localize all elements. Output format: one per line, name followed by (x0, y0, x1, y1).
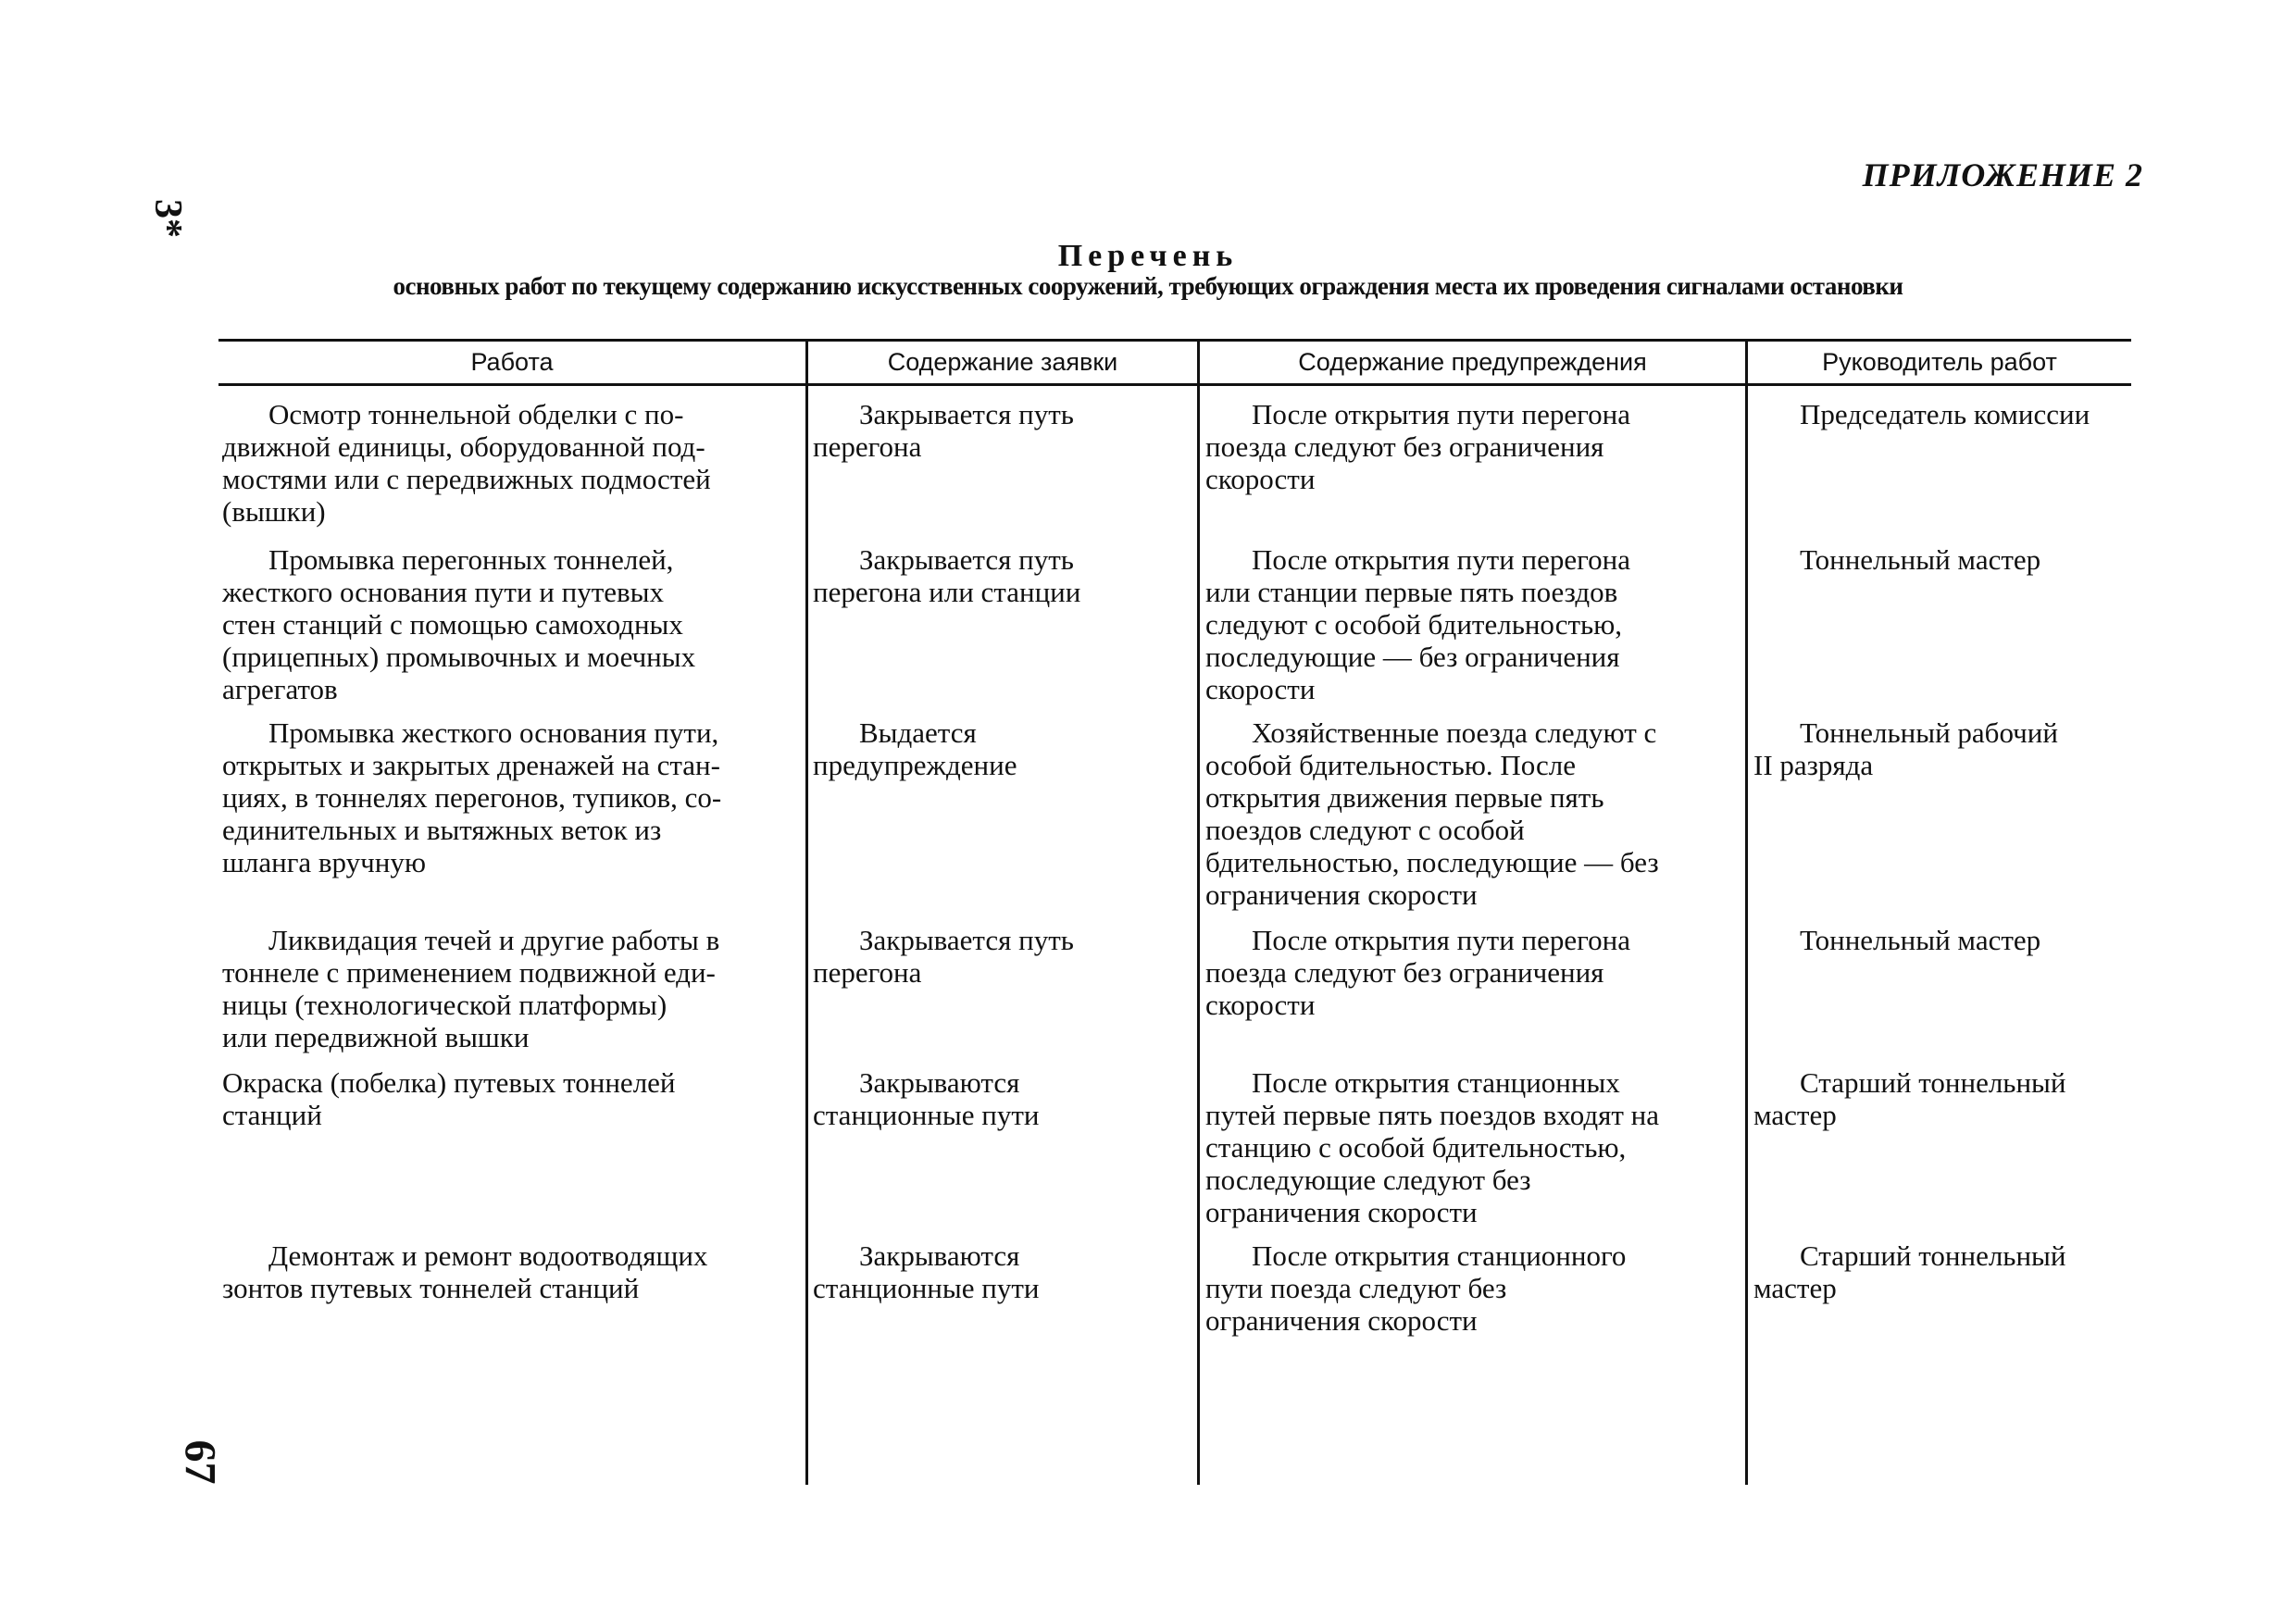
header-warning: Содержание предупреждения (1298, 348, 1647, 376)
cell-request: Закрываются станционные пути (813, 1066, 1040, 1131)
cell-request: Закрывается путь перегона (813, 398, 1074, 463)
document-subtitle: основных работ по текущему содержанию искусственных сооружений, требующих ограждения места их проведения сигналами остановки (393, 272, 1903, 300)
cell-work: Ликвидация течей и другие работы в тоннеле с применением подвижной еди- ницы (технологической платформы) или передвижной вышки (222, 924, 720, 1053)
appendix-label: ПРИЛОЖЕНИЕ 2 (1862, 156, 2143, 193)
column-divider (805, 339, 808, 1485)
cell-request: Закрывается путь перегона или станции (813, 543, 1081, 608)
cell-work: Промывка жесткого основания пути, открытых и закрытых дренажей на стан- циях, в тоннелях перегонов, тупиков, со- единительных и вытяжных веток из шланга вручную (222, 716, 722, 878)
cell-warning: После открытия станционного пути поезда следуют без ограничения скорости (1205, 1239, 1627, 1337)
header-work: Работа (470, 348, 554, 376)
column-divider (1197, 339, 1200, 1485)
cell-work: Промывка перегонных тоннелей, жесткого основания пути и путевых стен станций с помощью самоходных (прицепных) промывочных и моечных агрегатов (222, 543, 696, 705)
table-top-rule (218, 339, 2131, 342)
cell-manager: Тоннельный рабочий II разряда (1753, 716, 2058, 781)
cell-warning: После открытия пути перегона поезда следуют без ограничения скорости (1205, 398, 1630, 495)
cell-request: Закрывается путь перегона (813, 924, 1074, 989)
header-manager: Руководитель работ (1822, 348, 2057, 376)
document-title: Перечень (1057, 239, 1239, 273)
cell-manager: Тоннельный мастер (1800, 543, 2041, 576)
cell-manager: Старший тоннельный мастер (1753, 1239, 2066, 1304)
cell-warning: После открытия станционных путей первые пять поездов входят на станцию с особой бдительностью, последующие следуют без ограничения скорости (1205, 1066, 1660, 1228)
cell-warning: После открытия пути перегона поезда следуют без ограничения скорости (1205, 924, 1630, 1021)
cell-warning: После открытия пути перегона или станции первые пять поездов следуют с особой бдительностью, последующие — без ограничения скорости (1205, 543, 1630, 705)
header-request: Содержание заявки (887, 348, 1118, 376)
cell-manager: Старший тоннельный мастер (1753, 1066, 2066, 1131)
cell-request: Закрываются станционные пути (813, 1239, 1040, 1304)
cell-work: Осмотр тоннельной обделки с по- движной единицы, оборудованной под- мостями или с передвижных подмостей (вышки) (222, 398, 711, 528)
column-divider (1745, 339, 1748, 1485)
cell-request: Выдается предупреждение (813, 716, 1017, 781)
cell-warning: Хозяйственные поезда следуют с особой бдительностью. После открытия движения первые пять поездов следуют с особой бдительностью, последующие — без ограничения скорости (1205, 716, 1659, 911)
cell-manager: Председатель комиссии (1800, 398, 2090, 430)
cell-work: Демонтаж и ремонт водоотводящих зонтов путевых тоннелей станций (222, 1239, 708, 1304)
cell-work: Окраска (побелка) путевых тоннелей станций (222, 1066, 676, 1131)
cell-manager: Тоннельный мастер (1800, 924, 2041, 956)
table-header-rule (218, 383, 2131, 386)
page-number: 67 (175, 1439, 225, 1485)
side-mark-top: 3* (146, 199, 189, 238)
